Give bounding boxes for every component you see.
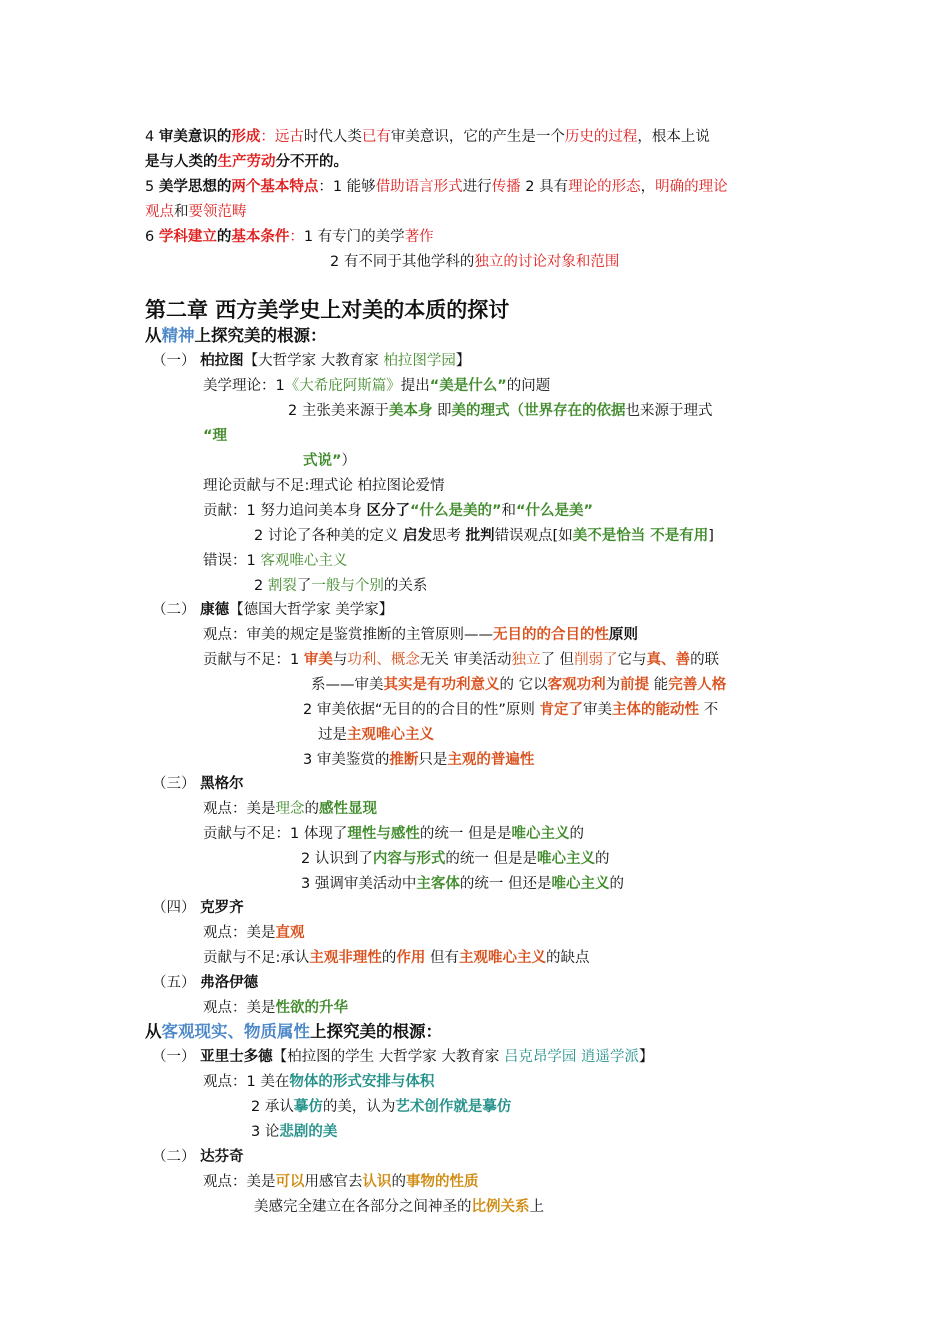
text-segment: 2 有不同于其他学科的 <box>330 254 475 270</box>
freud-heading <box>152 973 258 993</box>
text-segment: 两个基本特点 <box>231 179 319 195</box>
text-segment: 从 <box>145 326 162 345</box>
text-segment: 2 承认 <box>251 1099 294 1115</box>
item-4-line-1 <box>145 127 710 147</box>
text-segment: 已有 <box>361 129 391 145</box>
text-segment: 《大希庇阿斯篇》 <box>284 378 401 394</box>
text-segment: 错误观点[如 <box>494 528 573 544</box>
plato-contrib-2 <box>254 526 714 546</box>
text-segment: 审美 <box>303 652 333 668</box>
text-segment: 分不开的。 <box>275 154 348 170</box>
text-segment: “理 <box>203 428 228 444</box>
text-segment: 艺术创作就是摹仿 <box>395 1099 512 1115</box>
text-segment: 的关系 <box>383 578 428 594</box>
text-segment: ， <box>640 179 656 195</box>
text-segment: 客观唯心主义 <box>260 553 348 569</box>
text-segment: 与 <box>332 652 348 668</box>
plato-heading <box>152 351 470 371</box>
text-segment: 时代人类 <box>303 129 362 145</box>
text-segment: 可以 <box>275 1174 305 1190</box>
text-segment: 美感完全建立在各部分之间神圣的 <box>254 1199 472 1215</box>
croce-view <box>203 923 305 943</box>
text-segment: 提出 <box>400 378 430 394</box>
text-segment: 借助语言形式 <box>375 179 463 195</box>
text-segment: 【德国大哲学家 美学家】 <box>229 602 394 618</box>
text-segment: 但有 <box>425 950 459 966</box>
text-segment: 观点 <box>145 204 174 220</box>
text-segment: ：1 能够 <box>318 179 376 195</box>
text-segment: 比例关系 <box>471 1199 530 1215</box>
text-segment: 观点：美是 <box>203 1174 276 1190</box>
davinci-heading <box>152 1147 244 1167</box>
text-segment: 割裂 <box>267 578 297 594</box>
text-segment: 的 <box>609 876 624 892</box>
text-segment: 克罗齐 <box>200 900 244 916</box>
text-segment: 美本身 <box>388 403 433 419</box>
croce-contrib <box>203 948 590 968</box>
plato-theory-2 <box>288 401 712 421</box>
kant-contrib-3 <box>303 750 534 770</box>
text-segment: 美不是恰当 不是有用 <box>572 528 709 544</box>
text-segment: 观点：1 美在 <box>203 1074 290 1090</box>
hegel-contrib-1 <box>203 824 584 844</box>
text-segment: 的 <box>569 826 584 842</box>
text-segment: 柏拉图学园 <box>383 353 456 369</box>
text-segment: 观点：美是 <box>203 801 276 817</box>
text-segment: 原则 <box>609 627 638 643</box>
hegel-contrib-3 <box>301 874 624 894</box>
plato-contrib-1 <box>203 501 593 521</box>
text-segment: 唯心主义 <box>511 826 570 842</box>
text-segment: 4 <box>145 129 159 145</box>
text-segment: （ <box>509 403 524 419</box>
text-segment: 主观非理性 <box>309 950 382 966</box>
text-segment: 2 具有 <box>520 179 569 195</box>
text-segment: 其实是有功利意义 <box>383 677 500 693</box>
text-segment: 2 <box>254 578 268 594</box>
text-segment: 主客体 <box>416 876 460 892</box>
text-segment: 思考 <box>431 528 466 544</box>
text-segment: 物体的形式安排与体积 <box>289 1074 435 1090</box>
text-segment: 是与人类的 <box>145 154 218 170</box>
text-segment: 观点：美是 <box>203 1000 276 1016</box>
text-segment: 6 <box>145 229 159 245</box>
text-segment: ，根本上说 <box>637 129 710 145</box>
text-segment: 基本条件 <box>231 229 290 245</box>
chapter-title: 第二章 西方美学史上对美的本质的探讨 <box>145 298 510 322</box>
text-segment: 悲剧的美 <box>279 1124 338 1140</box>
text-segment: 理论的形态 <box>568 179 641 195</box>
plato-error-2 <box>254 576 427 596</box>
text-segment: 事物的性质 <box>406 1174 479 1190</box>
kant-heading <box>152 600 393 620</box>
plato-theory-2-wrap-a <box>203 426 227 446</box>
text-segment: 【柏拉图的学生 大哲学家 大教育家 <box>272 1049 504 1065</box>
item-6-line-2 <box>330 252 619 272</box>
text-segment: 理论贡献与不足:理式论 柏拉图论爱情 <box>203 478 445 494</box>
text-segment: 只是 <box>418 752 448 768</box>
text-segment: 明确的理论 <box>655 179 728 195</box>
text-segment: 审美 <box>582 702 612 718</box>
text-segment: 不 <box>698 702 719 718</box>
text-segment: 3 审美鉴赏的 <box>303 752 390 768</box>
text-segment: 1 有专门的美学 <box>303 229 405 245</box>
plato-theory-1 <box>203 376 550 396</box>
text-segment: 观点：审美的规定是鉴赏推断的主管原则—— <box>203 627 493 643</box>
text-segment: 上 <box>529 1199 544 1215</box>
text-segment: 】 <box>639 1049 654 1065</box>
kant-contrib-1 <box>203 650 719 670</box>
text-segment: 美学理论：1 <box>203 378 285 394</box>
text-segment: 能 <box>649 677 669 693</box>
aristotle-heading <box>152 1047 654 1067</box>
davinci-view-1 <box>203 1172 479 1192</box>
text-segment: 唯心主义 <box>536 851 595 867</box>
kant-contrib-2 <box>303 700 718 720</box>
text-segment: 唯心主义 <box>551 876 610 892</box>
text-segment: “什么是美” <box>516 503 594 519</box>
text-segment: 式说” <box>303 453 342 469</box>
text-segment: 贡献与不足：1 体现了 <box>203 826 348 842</box>
text-segment: （五） <box>152 975 201 991</box>
text-segment: 启发 <box>402 528 432 544</box>
text-segment: 的 <box>216 229 232 245</box>
text-segment: 完善人格 <box>668 677 727 693</box>
aristotle-view-1 <box>203 1072 434 1092</box>
section-heading-spirit <box>145 325 327 347</box>
text-segment: 】 <box>455 353 471 369</box>
text-segment: 3 强调审美活动中 <box>301 876 417 892</box>
text-segment: 黑格尔 <box>200 776 244 792</box>
text-segment: 柏拉图 <box>200 353 244 369</box>
text-segment: 要领范畴 <box>188 204 247 220</box>
text-segment: 精神 <box>161 326 195 345</box>
text-segment: 它与 <box>617 652 647 668</box>
text-segment: 客观功利 <box>547 677 606 693</box>
text-segment: 的统一 但是是 <box>445 851 537 867</box>
text-segment: 和 <box>501 503 517 519</box>
text-segment: 主观的普遍性 <box>447 752 535 768</box>
text-segment: “美是什么” <box>429 378 507 394</box>
croce-heading <box>152 898 244 918</box>
text-segment: 的问题 <box>506 378 551 394</box>
text-segment: 审美意识的 <box>158 129 232 145</box>
text-segment: 也来源于理式 <box>625 403 713 419</box>
text-segment: 世界存在的依据 <box>523 403 626 419</box>
text-segment: 前提 <box>620 677 650 693</box>
text-segment: （四） <box>152 900 201 916</box>
text-segment: “什么是美的” <box>409 503 502 519</box>
text-segment: 主体的能动性 <box>611 702 699 718</box>
text-segment: 无目的的合目的性 <box>493 627 609 643</box>
text-segment: 生产劳动 <box>217 154 276 170</box>
text-segment: 客观现实、物质属性 <box>161 1022 310 1041</box>
hegel-heading <box>152 774 244 794</box>
text-segment: 著作 <box>404 229 434 245</box>
text-segment: 理念 <box>275 801 305 817</box>
text-segment: （二） <box>152 602 201 618</box>
section-heading-objective <box>145 1021 442 1043</box>
text-segment: 的统一 但是是 <box>419 826 512 842</box>
text-segment: 即 <box>432 403 452 419</box>
text-segment: 2 认识到了 <box>301 851 373 867</box>
text-segment: 真、善 <box>646 652 691 668</box>
text-segment: 了 <box>296 578 312 594</box>
text-segment: 一般与个别 <box>311 578 384 594</box>
text-segment: 了 但 <box>540 652 575 668</box>
text-segment: ] <box>708 528 714 544</box>
text-segment: 的 <box>391 1174 406 1190</box>
freud-view <box>203 998 348 1018</box>
text-segment: 作用 <box>396 950 426 966</box>
aristotle-view-3 <box>251 1122 337 1142</box>
hegel-view <box>203 799 377 819</box>
text-segment: 贡献与不足:承认 <box>203 950 310 966</box>
text-segment: 的 <box>304 801 319 817</box>
text-segment: ： <box>260 129 275 145</box>
text-segment: 贡献与不足：1 <box>203 652 304 668</box>
text-segment: 5 <box>145 179 159 195</box>
item-5-line-2 <box>145 202 247 222</box>
text-segment: 的 <box>594 851 610 867</box>
text-segment: 无关 审美活动 <box>419 652 512 668</box>
text-segment: 3 论 <box>251 1124 280 1140</box>
text-segment: 认识 <box>362 1174 392 1190</box>
text-segment: 从 <box>145 1022 162 1041</box>
text-segment: 美的理式 <box>451 403 510 419</box>
text-segment: 贡献：1 努力追问美本身 <box>203 503 367 519</box>
text-segment: 进行 <box>462 179 492 195</box>
text-segment: 的统一 但还是 <box>459 876 552 892</box>
text-segment: 的 它以 <box>499 677 548 693</box>
text-segment: 观点：美是 <box>203 925 276 941</box>
text-segment: 和 <box>174 204 189 220</box>
text-segment: （一） <box>152 353 201 369</box>
text-segment: ） <box>341 453 357 469</box>
text-segment: 的缺点 <box>546 950 590 966</box>
text-segment: 推断 <box>389 752 419 768</box>
text-segment: 主观唯心主义 <box>459 950 546 966</box>
text-segment: 为 <box>605 677 621 693</box>
text-segment: 感性显现 <box>319 801 377 817</box>
text-segment: 2 审美依据“无目的的合目的性”原则 <box>303 702 540 718</box>
text-segment: 上探究美的根源： <box>310 1022 442 1041</box>
text-segment: 审美意识，它的产生是一个 <box>390 129 565 145</box>
item-5-line-1 <box>145 177 728 197</box>
hegel-contrib-2 <box>301 849 609 869</box>
kant-contrib-1-wrap <box>311 675 726 695</box>
text-segment: 系——审美 <box>311 677 384 693</box>
text-segment: 直观 <box>275 925 305 941</box>
plato-theory-2-wrap-b <box>303 451 356 471</box>
text-segment: 批判 <box>465 528 495 544</box>
text-segment: 独立 <box>511 652 541 668</box>
text-segment: 的联 <box>690 652 720 668</box>
text-segment: 过是 <box>318 727 347 743</box>
text-segment: 内容与形式 <box>372 851 446 867</box>
kant-view <box>203 625 638 645</box>
text-segment: 理性与感性 <box>347 826 420 842</box>
text-segment: 性欲的升华 <box>275 1000 348 1016</box>
text-segment: 独立的讨论对象和范围 <box>474 254 620 270</box>
aristotle-view-2 <box>251 1097 511 1117</box>
text-segment: 的美，认为 <box>322 1099 396 1115</box>
text-segment: 削弱了 <box>574 652 618 668</box>
text-segment: 功利、概念 <box>347 652 420 668</box>
text-segment: 亚里士多德 <box>200 1049 273 1065</box>
text-segment: 主观唯心主义 <box>347 727 434 743</box>
kant-contrib-2-wrap <box>318 725 434 745</box>
text-segment: 用感官去 <box>304 1174 363 1190</box>
text-segment: 弗洛伊德 <box>200 975 259 991</box>
text-segment: 2 讨论了各种美的定义 <box>254 528 403 544</box>
text-segment: 肯定了 <box>539 702 583 718</box>
text-segment: 【大哲学家 大教育家 <box>243 353 384 369</box>
text-segment: 学科建立 <box>158 229 217 245</box>
text-segment: 传播 <box>491 179 521 195</box>
text-segment: 历史的过程 <box>564 129 638 145</box>
text-segment: 区分了 <box>366 503 410 519</box>
davinci-view-2 <box>254 1197 544 1217</box>
text-segment: 吕克昂学园 逍遥学派 <box>503 1049 640 1065</box>
item-6-line-1 <box>145 227 434 247</box>
text-segment: 上探究美的根源： <box>194 326 327 345</box>
text-segment: 形成 <box>231 129 261 145</box>
text-segment: （一） <box>152 1049 201 1065</box>
text-segment: 错误：1 <box>203 553 261 569</box>
item-4-line-2 <box>145 152 348 172</box>
text-segment: 2 主张美来源于 <box>288 403 389 419</box>
text-segment: 美学思想的 <box>158 179 232 195</box>
text-segment: 达芬奇 <box>200 1149 244 1165</box>
text-segment: 的 <box>381 950 397 966</box>
text-segment: （三） <box>152 776 201 792</box>
text-segment: （二） <box>152 1149 201 1165</box>
text-segment: ： <box>289 229 304 245</box>
plato-error-1 <box>203 551 347 571</box>
text-segment: 远古 <box>274 129 304 145</box>
plato-contrib-title <box>203 476 445 496</box>
text-segment: 摹仿 <box>293 1099 323 1115</box>
text-segment: 康德 <box>200 602 230 618</box>
